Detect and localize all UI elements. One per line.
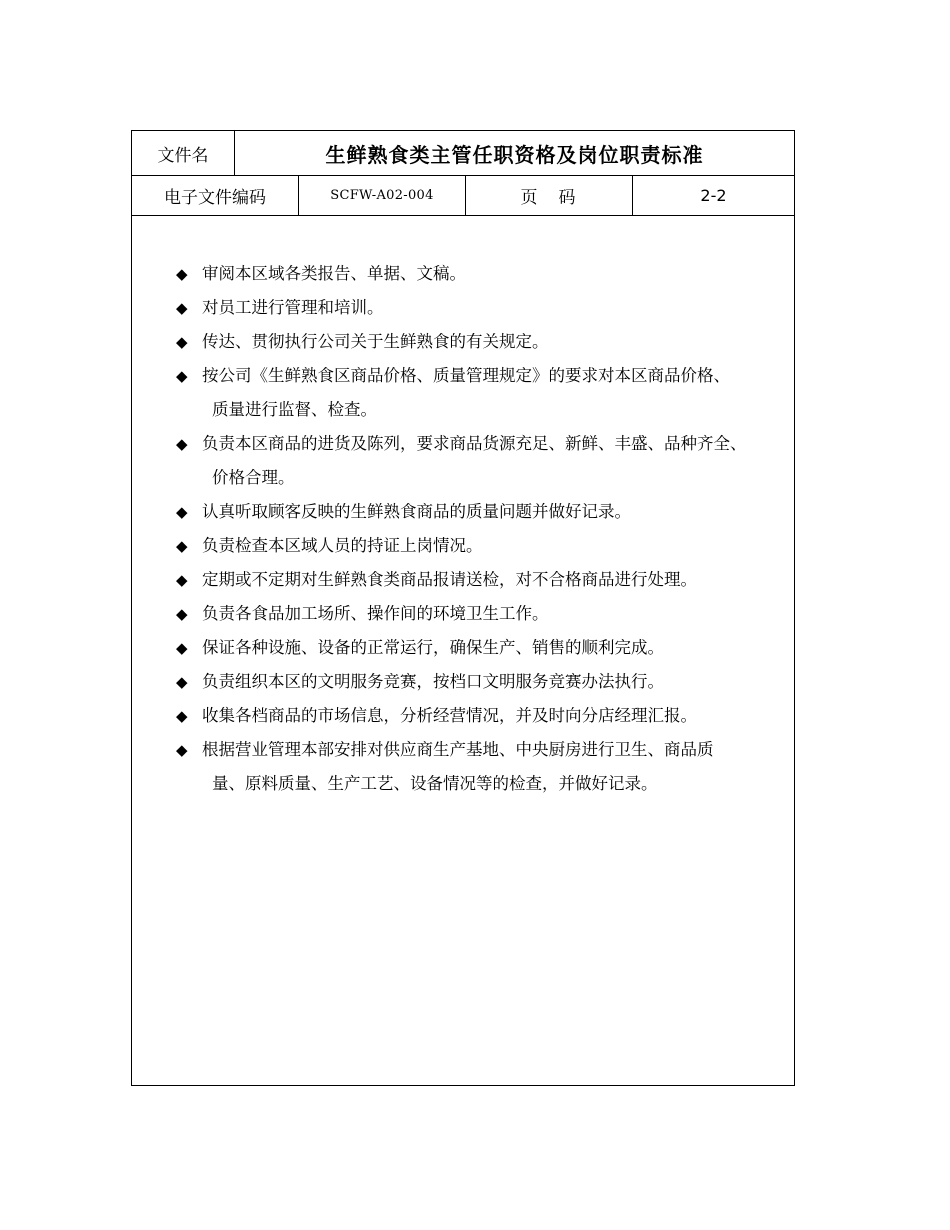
diamond-bullet-icon: ◆ xyxy=(176,673,188,691)
diamond-bullet-icon: ◆ xyxy=(176,741,188,759)
duty-line: 负责检查本区域人员的持证上岗情况。 xyxy=(202,536,483,555)
duty-line-continued: 质量进行监督、检查。 xyxy=(212,400,377,419)
diamond-bullet-icon: ◆ xyxy=(176,299,188,317)
list-item xyxy=(176,359,786,427)
page-number-label: 页 码 xyxy=(466,175,633,215)
file-name-label: 文件名 xyxy=(132,131,235,175)
file-code-value: SCFW-A02-004 xyxy=(299,175,466,215)
duty-text xyxy=(202,427,786,495)
duty-text xyxy=(202,495,786,529)
duty-text xyxy=(202,665,786,699)
file-code-label: 电子文件编码 xyxy=(132,175,299,215)
list-item xyxy=(176,631,786,665)
list-item xyxy=(176,563,786,597)
header-row-meta xyxy=(132,175,794,216)
duty-list xyxy=(176,257,786,801)
duty-text xyxy=(202,597,786,631)
list-item xyxy=(176,597,786,631)
duty-text xyxy=(202,325,786,359)
diamond-bullet-icon: ◆ xyxy=(176,605,188,623)
diamond-bullet-icon: ◆ xyxy=(176,639,188,657)
diamond-bullet-icon: ◆ xyxy=(176,537,188,555)
list-item xyxy=(176,495,786,529)
duty-line: 负责各食品加工场所、操作间的环境卫生工作。 xyxy=(202,604,549,623)
duty-line: 认真听取顾客反映的生鲜熟食商品的质量问题并做好记录。 xyxy=(202,502,631,521)
duty-line-continued: 价格合理。 xyxy=(212,468,295,487)
duty-line: 负责本区商品的进货及陈列，要求商品货源充足、新鲜、丰盛、品种齐全、 xyxy=(202,434,747,453)
list-item xyxy=(176,665,786,699)
duty-text xyxy=(202,529,786,563)
duty-text xyxy=(202,733,786,801)
header-row-title xyxy=(132,131,794,176)
diamond-bullet-icon: ◆ xyxy=(176,503,188,521)
duty-line: 对员工进行管理和培训。 xyxy=(202,298,384,317)
duty-line: 根据营业管理本部安排对供应商生产基地、中央厨房进行卫生、商品质 xyxy=(202,740,714,759)
diamond-bullet-icon: ◆ xyxy=(176,435,188,453)
diamond-bullet-icon: ◆ xyxy=(176,707,188,725)
list-item xyxy=(176,291,786,325)
duty-text xyxy=(202,631,786,665)
diamond-bullet-icon: ◆ xyxy=(176,571,188,589)
duty-text xyxy=(202,291,786,325)
list-item xyxy=(176,733,786,801)
duty-text xyxy=(202,563,786,597)
diamond-bullet-icon: ◆ xyxy=(176,265,188,283)
document-frame xyxy=(131,130,795,1086)
list-item xyxy=(176,257,786,291)
duty-line: 保证各种设施、设备的正常运行，确保生产、销售的顺利完成。 xyxy=(202,638,664,657)
list-item xyxy=(176,529,786,563)
duty-text xyxy=(202,359,786,427)
diamond-bullet-icon: ◆ xyxy=(176,333,188,351)
duty-line: 收集各档商品的市场信息，分析经营情况，并及时向分店经理汇报。 xyxy=(202,706,697,725)
document-title: 生鲜熟食类主管任职资格及岗位职责标准 xyxy=(325,142,704,167)
diamond-bullet-icon: ◆ xyxy=(176,367,188,385)
duty-line: 负责组织本区的文明服务竞赛，按档口文明服务竞赛办法执行。 xyxy=(202,672,664,691)
duty-line: 传达、贯彻执行公司关于生鲜熟食的有关规定。 xyxy=(202,332,549,351)
duty-line: 审阅本区域各类报告、单据、文稿。 xyxy=(202,264,466,283)
page-number-value: 2-2 xyxy=(700,185,727,205)
duty-line: 定期或不定期对生鲜熟食类商品报请送检，对不合格商品进行处理。 xyxy=(202,570,697,589)
duty-text xyxy=(202,699,786,733)
list-item xyxy=(176,699,786,733)
duty-line: 按公司《生鲜熟食区商品价格、质量管理规定》的要求对本区商品价格、 xyxy=(202,366,730,385)
duty-text xyxy=(202,257,786,291)
list-item xyxy=(176,427,786,495)
duty-line-continued: 量、原料质量、生产工艺、设备情况等的检查，并做好记录。 xyxy=(212,774,658,793)
list-item xyxy=(176,325,786,359)
